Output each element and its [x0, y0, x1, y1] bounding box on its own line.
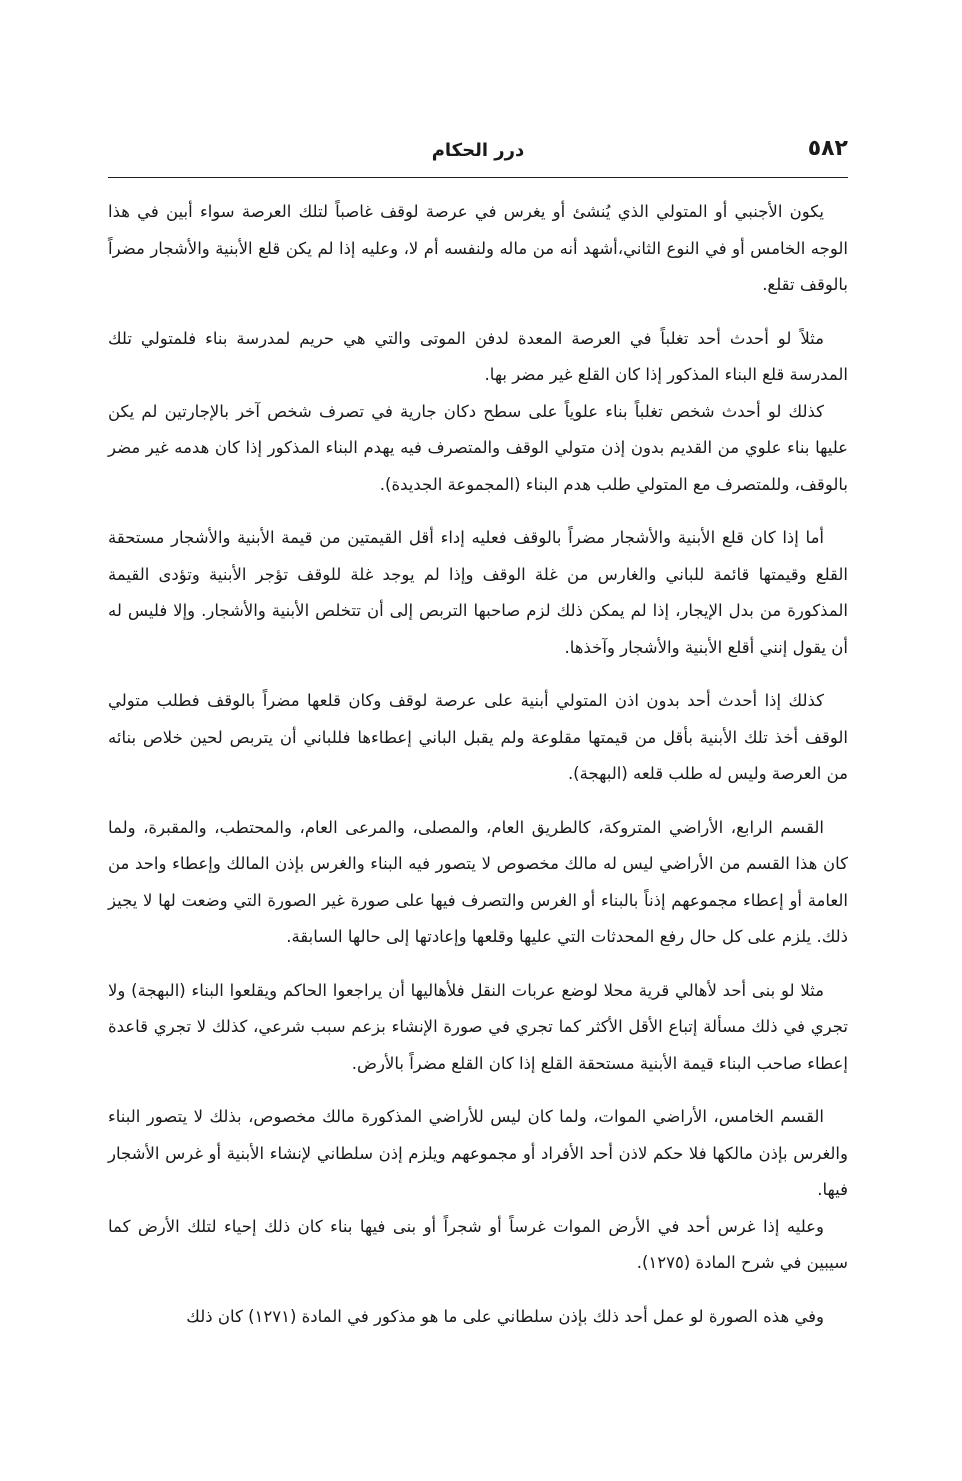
page-body [108, 194, 848, 1335]
paragraph: كذلك لو أحدث شخص تغلباً بناء علوياً على سطح دكان جارية في تصرف شخص آخر بالإجارتين لم يكن عليها بناء علوي من القديم بدون إذن متولي الوقف والمتصرف فيه يهدم البناء المذكور إذا كان هدمه غير مضر بالوقف، وللمتصرف مع المتولي طلب هدم البناء (المجموعة الجديدة). [108, 401, 848, 494]
running-title: درر الحكام [431, 140, 525, 161]
page-number: ٥٨٢ [807, 136, 848, 161]
paragraph: القسم الرابع، الأراضي المتروكة، كالطريق العام، والمصلى، والمرعى العام، والمحتطب، والمقبرة، ولما كان هذا القسم من الأراضي ليس له مالك مخصوص لا يتصور فيه البناء والغرس بإذن المالك وإعطاء واحد من العامة أو إعطاء مجموعهم إذناً بالبناء أو الغرس والتصرف فيها على صورة غير الصورة التي وضعت لها لا يجيز ذلك. يلزم على كل حال رفع المحدثات التي عليها وقلعها وإعادتها إلى حالها السابقة. [108, 817, 848, 946]
page-header [108, 136, 848, 176]
paragraph: وفي هذه الصورة لو عمل أحد ذلك بإذن سلطاني على ما هو مذكور في المادة (١٢٧١) كان ذلك [186, 1306, 824, 1326]
paragraph: القسم الخامس، الأراضي الموات، ولما كان ليس للأراضي المذكورة مالك مخصوص، بذلك لا يتصور البناء والغرس بإذن مالكها فلا حكم لاذن أحد الأفراد أو مجموعهم ويلزم إذن سلطاني لإنشاء الأبنية أو غرس الأشجار فيها. [108, 1107, 848, 1199]
paragraph: مثلاً لو أحدث أحد تغلباً في العرصة المعدة لدفن الموتى والتي هي حريم لمدرسة بناء فلمتولي تلك المدرسة قلع البناء المذكور إذا كان القلع غير مضر بها. [108, 328, 848, 384]
paragraph: وعليه إذا غرس أحد في الأرض الموات غرساً أو شجراً أو بنى فيها بناء كان ذلك إحياء لتلك الأرض كما سيبين في شرح المادة (١٢٧٥). [108, 1216, 848, 1272]
paragraph: مثلا لو بنى أحد لأهالي قرية محلا لوضع عربات النقل فلأهاليها أن يراجعوا الحاكم ويقلعوا البناء (البهجة) ولا تجري في ذلك مسألة إتباع الأقل الأكثر كما تجري في صورة الإنشاء بزعم سبب شرعي، كذلك لا تجري قاعدة إعطاء صاحب البناء قيمة الأبنية مستحقة القلع إذا كان القلع مضراً بالأرض. [108, 980, 848, 1073]
header-rule [108, 177, 848, 178]
paragraph: يكون الأجنبي أو المتولي الذي يُنشئ أو يغرس في عرصة لوقف غاصباً لتلك العرصة سواء أبين في هذا الوجه الخامس أو في النوع الثاني،أشهد أنه من ماله ولنفسه أم لا، وعليه إذا لم يكن قلع الأبنية والأشجار مضراً بالوقف تقلع. [108, 202, 848, 294]
paragraph: كذلك إذا أحدث أحد بدون اذن المتولي أبنية على عرصة لوقف وكان قلعها مضراً بالوقف فطلب متولي الوقف أخذ تلك الأبنية بأقل من قيمتها مقلوعة ولم يقبل الباني إعطاءها فللباني أن يتربص لحين خلاص بنائه من العرصة وليس له طلب قلعه (البهجة). [108, 691, 848, 783]
paragraph: أما إذا كان قلع الأبنية والأشجار مضراً بالوقف فعليه إداء أقل القيمتين من قيمة الأبنية والأشجار مستحقة القلع وقيمتها قائمة للباني والغارس من غلة الوقف وإذا لم يوجد غلة للوقف تؤجر الأبنية وتؤدى القيمة المذكورة من بدل الإيجار، إذا لم يمكن ذلك لزم صاحبها التربص إلى أن تتخلص الأبنية والأشجار. وإلا فليس له أن يقول إنني أقلع الأبنية والأشجار وآخذها. [108, 528, 848, 657]
